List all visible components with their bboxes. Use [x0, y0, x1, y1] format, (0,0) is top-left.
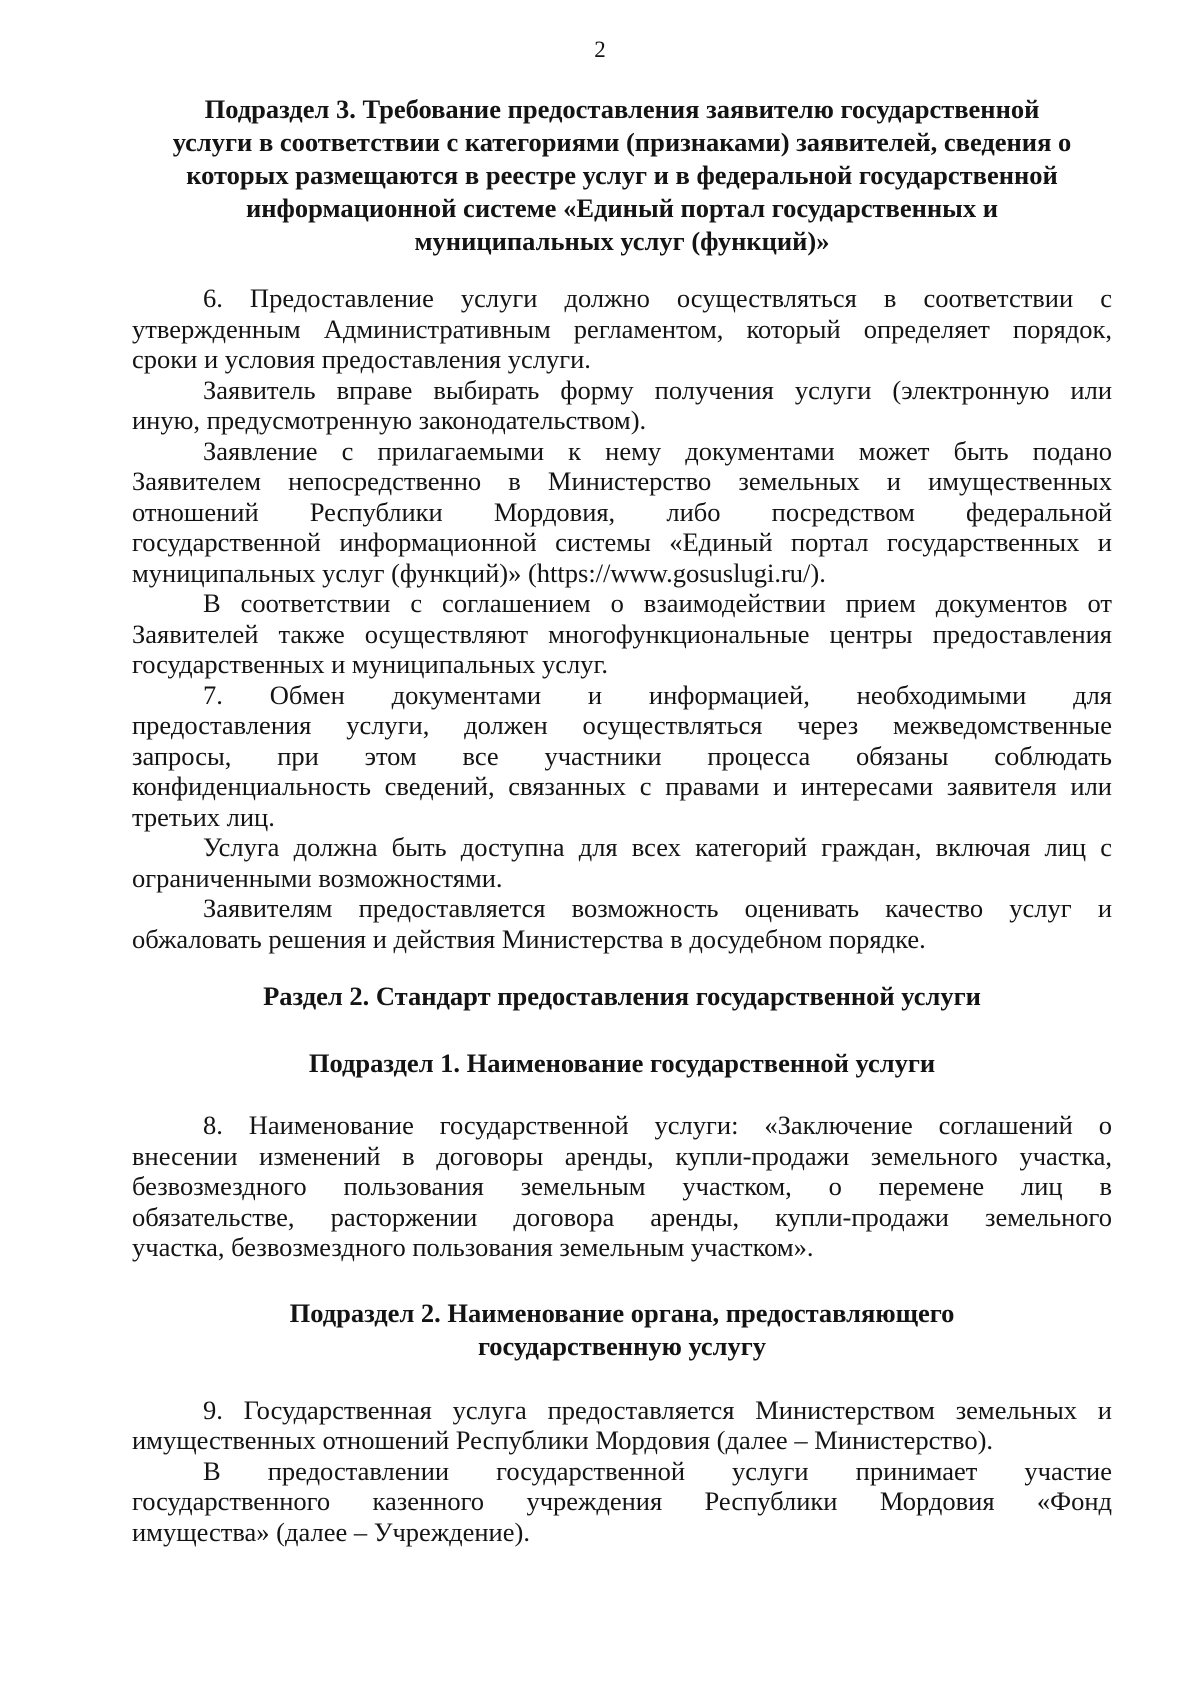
subsection-3-heading: [132, 93, 1112, 258]
paragraph-line: В предоставлении государственной услуги принимает участие: [203, 1455, 1112, 1486]
paragraph-line: 9. Государственная услуга предоставляется Министерством земельных и: [203, 1394, 1112, 1425]
paragraph-line: Заявитель вправе выбирать форму получения услуги (электронную или: [203, 374, 1112, 405]
paragraph-line: третьих лиц.: [132, 801, 275, 832]
paragraph-line: имущества» (далее – Учреждение).: [132, 1516, 530, 1547]
paragraph-line: В соответствии с соглашением о взаимодействии прием документов от: [203, 588, 1112, 618]
paragraph-9: [132, 1395, 1112, 1456]
section-2-heading: Раздел 2. Стандарт предоставления государственной услуги: [263, 981, 981, 1011]
paragraph-line: 8. Наименование государственной услуги: «Заключение соглашений о: [203, 1110, 1112, 1140]
subsection-2-heading: [132, 1297, 1112, 1363]
heading-line: которых размещаются в реестре услуг и в федеральной государственной: [186, 160, 1058, 190]
paragraph-application-submission: [132, 436, 1112, 589]
heading-line: Подраздел 3. Требование предоставления заявителю государственной: [204, 94, 1040, 124]
paragraph-applicant-form: [132, 375, 1112, 436]
heading-line: государственную услугу: [477, 1330, 767, 1361]
paragraph-line: участка, безвозмездного пользования земельным участком».: [132, 1232, 814, 1262]
paragraph-line: внесении изменений в договоры аренды, купли-продажи земельного участка,: [132, 1140, 1112, 1171]
paragraph-accessibility: [132, 832, 1112, 893]
paragraph-participation: [132, 1456, 1112, 1548]
paragraph-line: утвержденным Административным регламентом, который определяет порядок,: [132, 313, 1112, 344]
paragraphs-block-3: [132, 1395, 1112, 1548]
paragraph-line: сроки и условия предоставления услуги.: [132, 344, 591, 374]
paragraph-line: Заявление с прилагаемыми к нему документами может быть подано: [203, 435, 1112, 466]
heading-line: информационной системе «Единый портал государственных и: [246, 193, 998, 223]
paragraph-line: конфиденциальность сведений, связанных с правами и интересами заявителя или: [132, 771, 1112, 801]
paragraph-line: государственных и муниципальных услуг.: [132, 649, 609, 679]
paragraph-line: обязательстве, расторжении договора аренды, купли-продажи земельного: [132, 1201, 1112, 1232]
heading-line: муниципальных услуг (функций)»: [414, 226, 830, 256]
heading-line: услуги в соответствии с категориями (признаками) заявителей, сведения о: [172, 127, 1072, 157]
paragraph-line: Услуга должна быть доступна для всех категорий граждан, включая лиц с: [203, 832, 1112, 862]
paragraph-line: запросы, при этом все участники процесса обязаны соблюдать: [132, 740, 1112, 771]
paragraph-line: Заявителей также осуществляют многофункциональные центры предоставления: [132, 618, 1112, 649]
paragraph-line: иную, предусмотренную законодательством).: [132, 405, 647, 435]
paragraph-line: муниципальных услуг (функций)» (https://www.gosuslugi.ru/).: [132, 557, 826, 588]
paragraph-line: государственной информационной системы «Единый портал государственных и: [132, 527, 1112, 557]
paragraph-line: безвозмездного пользования земельным участком, о перемене лиц в: [132, 1171, 1112, 1201]
page-number: 2: [594, 37, 606, 62]
paragraph-line: Заявителям предоставляется возможность оценивать качество услуг и: [203, 893, 1112, 923]
paragraph-line: отношений Республики Мордовия, либо посредством федеральной: [132, 496, 1112, 527]
paragraph-line: Заявителем непосредственно в Министерство земельных и имущественных: [132, 466, 1112, 496]
paragraph-line: ограниченными возможностями.: [132, 862, 503, 893]
paragraph-8: [132, 1110, 1112, 1263]
paragraph-line: предоставления услуги, должен осуществляться через межведомственные: [132, 710, 1112, 740]
paragraph-appeal: [132, 893, 1112, 954]
heading-line: Подраздел 2. Наименование органа, предоставляющего: [289, 1297, 955, 1328]
subsection-1-heading: Подраздел 1. Наименование государственной услуги: [308, 1048, 936, 1078]
page-content: [132, 93, 1112, 1547]
paragraph-line: имущественных отношений Республики Мордовия (далее – Министерство).: [132, 1425, 994, 1455]
paragraphs-block-1: [132, 283, 1112, 954]
paragraph-line: 7. Обмен документами и информацией, необходимыми для: [203, 679, 1112, 710]
paragraph-line: 6. Предоставление услуги должно осуществляться в соответствии с: [203, 283, 1112, 313]
paragraph-7: [132, 680, 1112, 833]
paragraph-6: [132, 283, 1112, 375]
paragraph-mfc: [132, 588, 1112, 680]
paragraph-line: государственного казенного учреждения Республики Мордовия «Фонд: [132, 1486, 1112, 1516]
paragraph-line: обжаловать решения и действия Министерства в досудебном порядке.: [132, 923, 926, 954]
